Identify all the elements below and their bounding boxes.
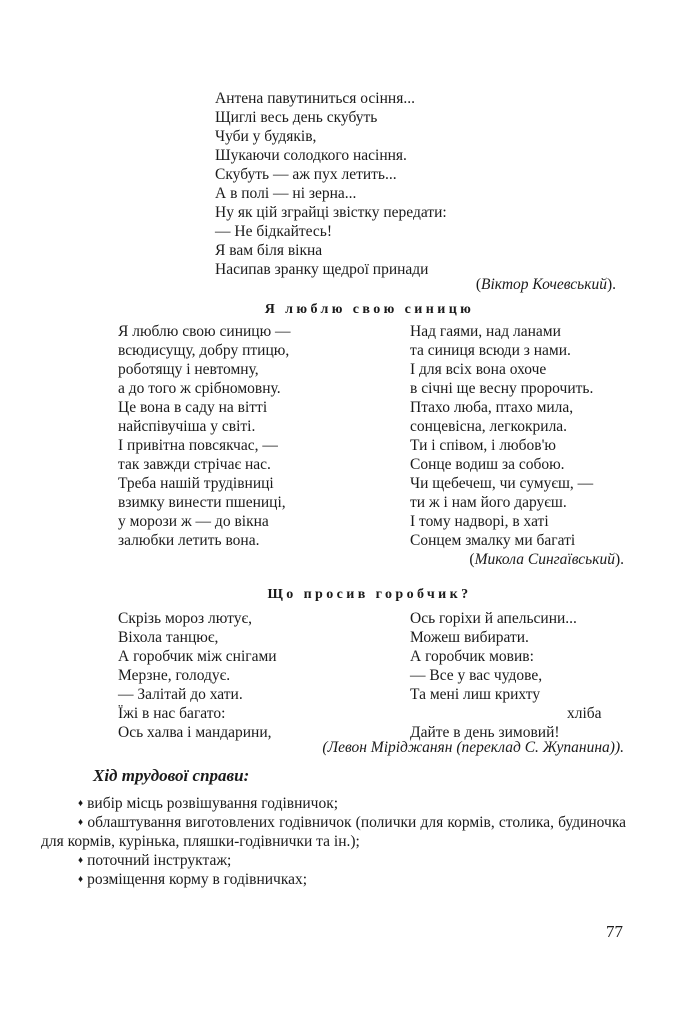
poem-line: Над гаями, над ланами	[410, 323, 561, 340]
poem-line: Ну як цій зграйці звістку передати:	[215, 204, 447, 221]
author-open-paren: (	[475, 276, 482, 293]
list-item	[41, 813, 626, 851]
poem-line: роботящу і невтомну,	[118, 361, 259, 378]
author-name: Микола Сингаївський	[474, 551, 615, 568]
poem-line: І привітна повсякчас, —	[118, 437, 278, 454]
poem-title: Я люблю свою синицю	[264, 302, 475, 317]
poem-line: — Все у вас чудове,	[410, 667, 543, 684]
bullet-icon: ♦	[78, 874, 84, 885]
poem-line: Щиглі весь день скубуть	[215, 109, 378, 126]
author-name: Віктор Кочевський	[481, 276, 607, 293]
poem-line: Мерзне, голодує.	[118, 667, 231, 684]
list-item	[78, 851, 626, 870]
poem-line: Я вам біля вікна	[215, 242, 323, 259]
poem-line: Це вона в саду на вітті	[118, 399, 268, 416]
poem-line: хліба	[567, 705, 602, 722]
poem-line: І для всіх вона охоче	[410, 361, 547, 378]
poem-line: Скубуть — аж пух летить...	[215, 166, 397, 183]
poem-line: Антена павутиниться осіння...	[215, 90, 415, 107]
poem-line: Скрізь мороз лютує,	[118, 610, 253, 627]
poem-column-left	[118, 322, 291, 550]
author-close-paren: ).	[614, 551, 624, 568]
work-steps-list	[41, 794, 626, 889]
poem-line: І тому надворі, в хаті	[410, 513, 549, 530]
poem-line: ти ж і нам його даруєш.	[410, 494, 567, 511]
poem-line: Ось горіхи й апельсини...	[410, 610, 577, 627]
poem-line: так завжди стрічає нас.	[118, 456, 271, 473]
poem-line: Ти і співом, і любов'ю	[410, 437, 556, 454]
poem-title: Що просив горобчик?	[267, 587, 472, 602]
author-open-paren: (	[469, 551, 475, 568]
poem-line: у морози ж — до вікна	[118, 513, 269, 530]
poem-line: Їжі в нас багато:	[118, 705, 226, 722]
poem-line: Шукаючи солодкого насіння.	[215, 147, 407, 164]
poem-line: та синиця всюди з нами.	[410, 342, 571, 359]
poem-line: Можеш вибирати.	[410, 629, 529, 646]
poem-line: в січні ще весну пророчить.	[410, 380, 594, 397]
poem-line: А в полі — ні зерна...	[215, 185, 357, 202]
poem-line: сонцевісна, легкокрила.	[410, 418, 568, 435]
poem-line: Чуби у будяків,	[215, 128, 317, 145]
poem-line: Та мені лиш крихту	[410, 686, 541, 703]
poem-line: всюдисущу, добру птицю,	[118, 342, 290, 359]
page-number: 77	[606, 922, 623, 941]
poem-line: А горобчик між снігами	[118, 648, 277, 665]
poem-author	[476, 276, 616, 294]
poem-author: (Левон Мірiджанян (переклад С. Жупанина)).	[322, 739, 624, 756]
list-item-text: розміщення корму в годівничках;	[87, 871, 308, 888]
poem-line: — Залітай до хати.	[118, 686, 243, 703]
poem-kochevsky	[215, 89, 447, 279]
list-item-text: поточний інструктаж;	[87, 852, 232, 869]
poem-line: залюбки летить вона.	[118, 532, 260, 549]
poem-line: Сонце водиш за собою.	[410, 456, 565, 473]
poem-column-left	[118, 609, 277, 742]
poem-column-right	[410, 322, 593, 550]
bullet-icon: ♦	[78, 798, 84, 809]
poem-line: — Не бідкайтесь!	[215, 223, 333, 240]
author-close-paren: ).	[606, 276, 616, 293]
list-item-text: облаштування виготовлених годівничок (полички для кормів, столика, будиночка для кормів, курінька, пляшки-годівнички та ін.);	[41, 814, 626, 850]
section-heading: Хід трудової справи:	[93, 766, 250, 785]
bullet-icon: ♦	[78, 855, 84, 866]
poem-author	[469, 551, 624, 569]
list-item-text: вибір місць розвішування годівничок;	[87, 795, 339, 812]
poem-line: А горобчик мовив:	[410, 648, 534, 665]
poem-line: Дайте в день зимовий!	[410, 724, 560, 741]
list-item	[78, 870, 626, 889]
poem-line: Насипав зранку щедрої принади	[215, 261, 429, 278]
poem-line: Треба нашій трудівниці	[118, 475, 274, 492]
poem-line: Віхола танцює,	[118, 629, 219, 646]
poem-column-right	[410, 609, 602, 742]
list-item	[78, 794, 626, 813]
poem-line: Чи щебечеш, чи сумуєш, —	[410, 475, 594, 492]
poem-line: найспівучіша у світі.	[118, 418, 256, 435]
poem-line: взимку винести пшениці,	[118, 494, 286, 511]
poem-line: а до того ж срібномовну.	[118, 380, 281, 397]
poem-line: Птахо люба, птахо мила,	[410, 399, 574, 416]
poem-line: Сонцем змалку ми багаті	[410, 532, 576, 549]
poem-line: Ось халва і мандарини,	[118, 724, 272, 741]
bullet-icon: ♦	[78, 817, 84, 828]
poem-line: Я люблю свою синицю —	[118, 323, 291, 340]
